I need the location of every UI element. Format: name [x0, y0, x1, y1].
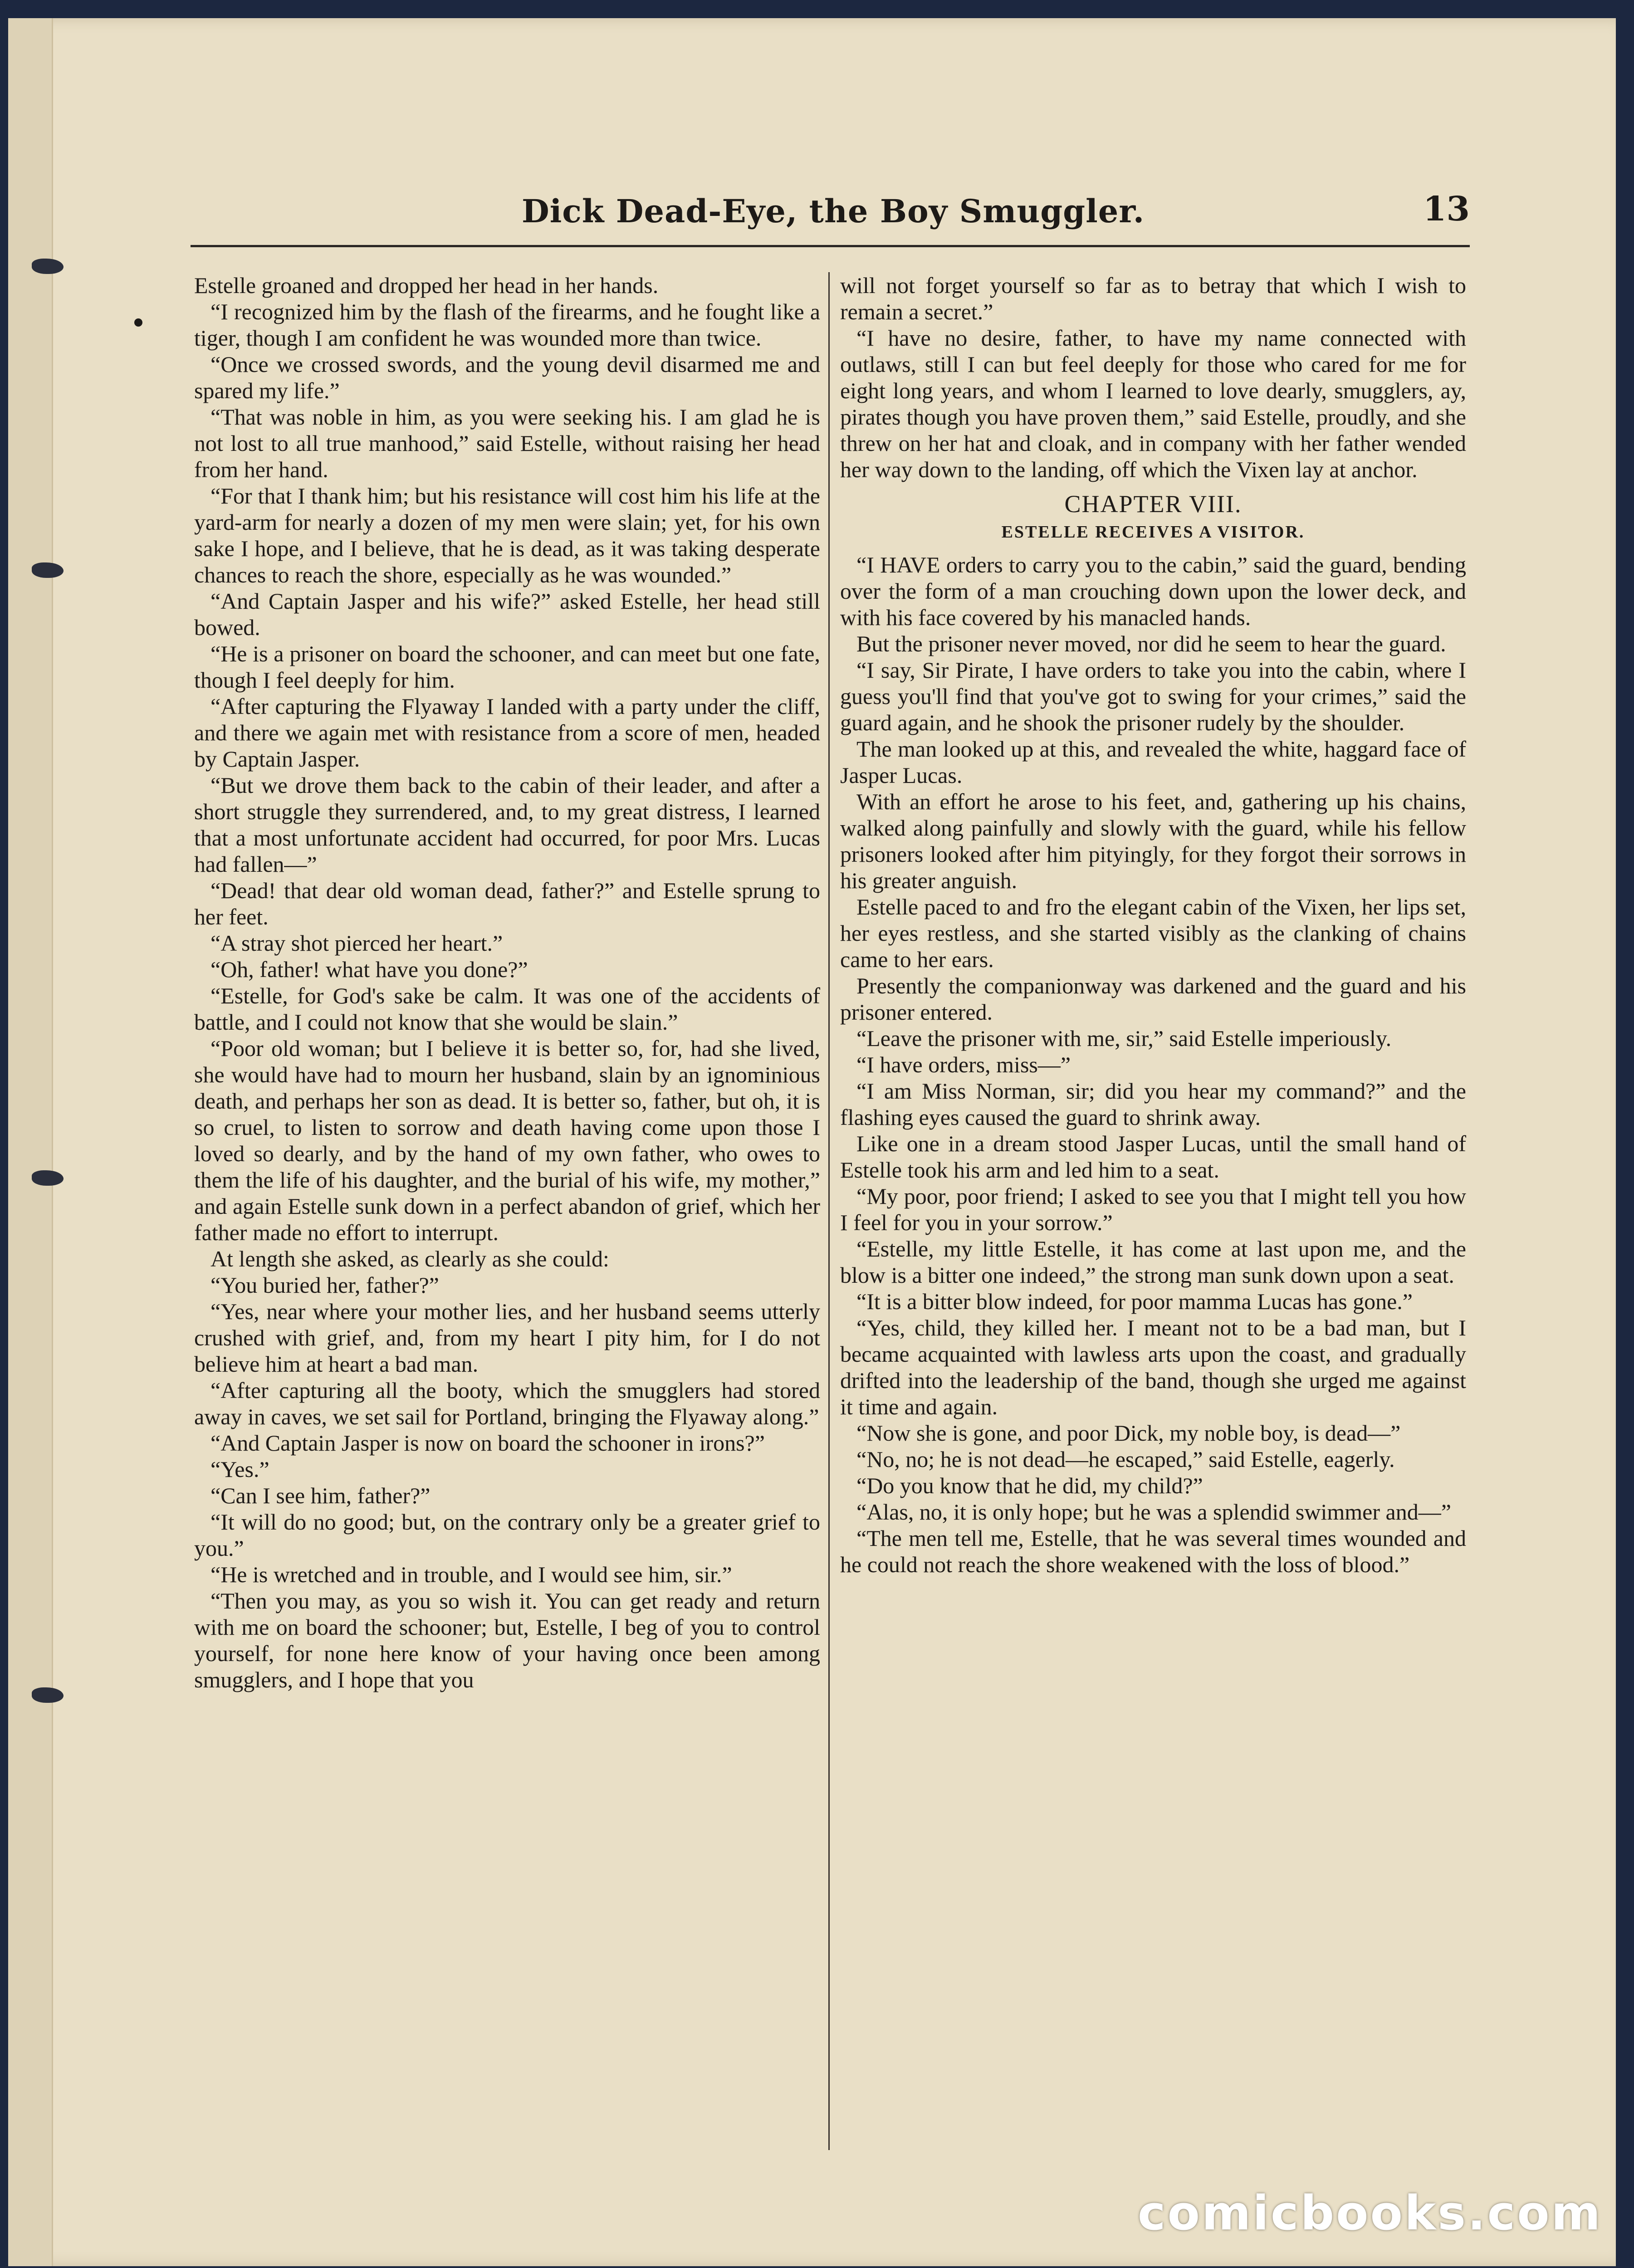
- paragraph: “Now she is gone, and poor Dick, my noble boy, is dead—”: [856, 1420, 1401, 1446]
- paragraph: “No, no; he is not dead—he escaped,” said Estelle, eagerly.: [856, 1447, 1395, 1472]
- paragraph: “I am Miss Norman, sir; did you hear my command?” and the flashing eyes caused the guard to shrink away.: [840, 1078, 1466, 1130]
- paragraph: “Poor old woman; but I believe it is better so, for, had she lived, she would have had to mourn her husband, slain by an ignominious death, and perhaps her son as dead. It is better so, father, but oh, it is so cruel, to listen to sorrow and death having come upon those I loved so dearly, and by the hand of my own father, who owes to them the life of his daughter, and the burial of his wife, my mother,” and again Estelle sunk down in a perfect abandon of grief, which her father made no effort to interrupt.: [194, 1036, 820, 1245]
- paragraph: The man looked up at this, and revealed the white, haggard face of Jasper Lucas.: [840, 736, 1466, 788]
- paragraph: “Estelle, for God's sake be calm. It was one of the accidents of battle, and I could not know that she would be slain.”: [194, 983, 820, 1035]
- paragraph: “Yes.”: [210, 1457, 269, 1482]
- paragraph: “Alas, no, it is only hope; but he was a splendid swimmer and—”: [856, 1499, 1451, 1525]
- paragraph: “Can I see him, father?”: [210, 1483, 431, 1508]
- paragraph: “He is a prisoner on board the schooner, and can meet but one fate, though I feel deeply for him.: [194, 641, 820, 693]
- chapter-subheading: ESTELLE RECEIVES A VISITOR.: [1001, 523, 1305, 542]
- paragraph: “I recognized him by the flash of the firearms, and he fought like a tiger, though I am confident he was wounded more than twice.: [194, 299, 820, 351]
- paragraph: Estelle groaned and dropped her head in her hands.: [194, 273, 659, 298]
- paragraph: “Yes, child, they killed her. I meant not to be a bad man, but I became acquainted with lawless arts upon the coast, and gradually drifted into the leadership of the band, though she urged me against it time and again.: [840, 1315, 1466, 1419]
- paragraph: Like one in a dream stood Jasper Lucas, until the small hand of Estelle took his arm and led him to a seat.: [840, 1131, 1466, 1183]
- header-rule: [191, 245, 1470, 247]
- chapter-heading: CHAPTER VIII.: [1064, 490, 1242, 518]
- running-title: Dick Dead-Eye, the Boy Smuggler.: [522, 192, 1145, 230]
- right-column-top-text: [840, 272, 1466, 483]
- running-header: [191, 187, 1470, 237]
- paragraph: “My poor, poor friend; I asked to see you that I might tell you how I feel for you in your sorrow.”: [840, 1183, 1466, 1235]
- paragraph: “I have orders, miss—”: [856, 1052, 1071, 1077]
- paragraph: “I HAVE orders to carry you to the cabin,” said the guard, bending over the form of a man crouching down upon the lower deck, and with his face covered by his manacled hands.: [840, 552, 1466, 630]
- paragraph: “It will do no good; but, on the contrary only be a greater grief to you.”: [194, 1509, 820, 1561]
- paragraph: “That was noble in him, as you were seeking his. I am glad he is not lost to all true manhood,” said Estelle, without raising her head from her hand.: [194, 404, 820, 482]
- paragraph: “Estelle, my little Estelle, it has come at last upon me, and the blow is a bitter one indeed,” the strong man sunk down upon a seat.: [840, 1236, 1466, 1288]
- paragraph: “And Captain Jasper and his wife?” asked Estelle, her head still bowed.: [194, 588, 820, 640]
- paragraph: “And Captain Jasper is now on board the schooner in irons?”: [210, 1430, 765, 1456]
- paragraph: will not forget yourself so far as to betray that which I wish to remain a secret.”: [840, 273, 1466, 324]
- paragraph: “Oh, father! what have you done?”: [210, 957, 528, 982]
- right-column: [840, 272, 1466, 1578]
- left-column: [194, 272, 820, 1693]
- paragraph: “The men tell me, Estelle, that he was several times wounded and he could not reach the shore weakened with the loss of blood.”: [840, 1525, 1466, 1577]
- paragraph: “A stray shot pierced her heart.”: [210, 930, 503, 956]
- paragraph: At length she asked, as clearly as she could:: [210, 1246, 609, 1271]
- paragraph: Presently the companionway was darkened and the guard and his prisoner entered.: [840, 973, 1466, 1025]
- paragraph: But the prisoner never moved, nor did he seem to hear the guard.: [856, 631, 1446, 656]
- page-number: 13: [1423, 190, 1470, 229]
- ink-dot: [134, 318, 142, 327]
- paragraph: “Leave the prisoner with me, sir,” said Estelle imperiously.: [856, 1026, 1392, 1051]
- paragraph: “You buried her, father?”: [210, 1272, 439, 1298]
- paragraph: “Dead! that dear old woman dead, father?” and Estelle sprung to her feet.: [194, 878, 820, 929]
- binding-stitch: [32, 1170, 64, 1186]
- paragraph: “I say, Sir Pirate, I have orders to take you into the cabin, where I guess you'll find that you've got to swing for your crimes,” said the guard again, and he shook the prisoner rudely by the shoulder.: [840, 657, 1466, 735]
- paragraph: With an effort he arose to his feet, and, gathering up his chains, walked along painfully and slowly with the guard, while his fellow prisoners looked after him pityingly, for they forgot their sorrows in his greater anguish.: [840, 789, 1466, 893]
- paragraph: “Do you know that he did, my child?”: [856, 1473, 1203, 1498]
- paragraph: “For that I thank him; but his resistance will cost him his life at the yard-arm for nearly a dozen of my men were slain; yet, for his own sake I hope, and I believe, that he is dead, as it was taking desperate chances to reach the shore, especially as he was wounded.”: [194, 483, 820, 587]
- paragraph: “I have no desire, father, to have my name connected with outlaws, still I can but feel deeply for those who cared for me for eight long years, and whom I learned to love dearly, smugglers, ay, pirates though you have proven them,” said Estelle, proudly, and she threw on her hat and cloak, and in company with her father wended her way down to the landing, off which the Vixen lay at anchor.: [840, 325, 1466, 482]
- binding-stitch: [32, 562, 64, 578]
- paragraph: “After capturing the Flyaway I landed with a party under the cliff, and there we again met with resistance from a score of men, headed by Captain Jasper.: [194, 694, 820, 772]
- paragraph: “After capturing all the booty, which the smugglers had stored away in caves, we set sail for Portland, bringing the Flyaway along.”: [194, 1378, 820, 1429]
- paragraph: “Yes, near where your mother lies, and her husband seems utterly crushed with grief, and, from my heart I pity him, for I do not believe him at heart a bad man.: [194, 1299, 820, 1377]
- binding-stitch: [32, 259, 64, 274]
- column-divider: [828, 272, 830, 2150]
- watermark: comicbooks.com: [1137, 2185, 1602, 2241]
- binding-stitch: [32, 1687, 64, 1703]
- paragraph: “It is a bitter blow indeed, for poor mamma Lucas has gone.”: [856, 1289, 1413, 1314]
- paragraph: “He is wretched and in trouble, and I would see him, sir.”: [210, 1562, 732, 1587]
- paragraph: “But we drove them back to the cabin of their leader, and after a short struggle they surrendered, and, to my great distress, I learned that a most unfortunate accident had occurred, for poor Mrs. Lucas had fallen—”: [194, 772, 820, 877]
- paragraph: “Then you may, as you so wish it. You can get ready and return with me on board the schooner; but, Estelle, I beg of you to control yourself, for none here know of your having once been among smugglers, and I hope that you: [194, 1588, 820, 1692]
- paragraph: Estelle paced to and fro the elegant cabin of the Vixen, her lips set, her eyes restless, and she started visibly as the clanking of chains came to her ears.: [840, 894, 1466, 972]
- right-column-chapter-text: [840, 552, 1466, 1578]
- paragraph: “Once we crossed swords, and the young devil disarmed me and spared my life.”: [194, 352, 820, 403]
- binding-strip: [8, 18, 53, 2266]
